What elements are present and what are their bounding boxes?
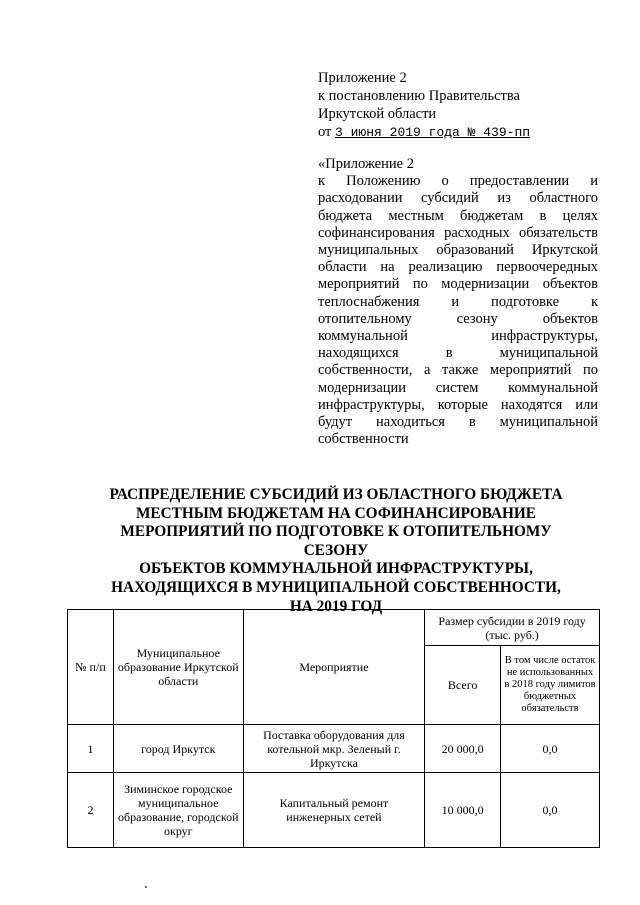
cell-total: 20 000,0 xyxy=(425,725,501,773)
document-title xyxy=(90,486,582,616)
appendix-region-line: Иркутской области xyxy=(318,106,437,122)
appendix-title: Приложение 2 xyxy=(318,70,407,86)
date-prefix: от xyxy=(318,124,332,140)
regulation-appendix-body: к Положению о предоставлении и расходовании субсидий из областного бюджета местным бюджетам в целях софинансирования расходных обязательств муниципальных образований Иркутской области на реализацию первоочередных мероприятий по модернизации объектов теплоснабжения и подготовке к отопительному сезону объектов коммунальной инфраструктуры, находящихся в муниципальной собственности, а также мероприятий по модернизации систем коммунальной инфраструктуры, которые находятся или будут находиться в муниципальной собственности xyxy=(318,173,598,448)
cell-activity: Капитальный ремонт инженерных сетей xyxy=(243,773,425,848)
header-remainder: В том числе остаток не использованных в 2018 году лимитов бюджетных обязательств xyxy=(501,646,600,725)
appendix-date-line xyxy=(318,123,598,142)
cell-municipality: Зиминское городское муниципальное образование, городской округ xyxy=(113,773,243,848)
regulation-appendix-title: «Приложение 2 xyxy=(318,156,414,172)
title-line: МЕРОПРИЯТИЙ ПО ПОДГОТОВКЕ К ОТОПИТЕЛЬНОМУ СЕЗОНУ xyxy=(120,523,552,559)
header-total: Всего xyxy=(425,646,501,725)
cell-remainder: 0,0 xyxy=(501,725,600,773)
title-line: НА 2019 ГОД xyxy=(289,597,383,615)
cell-num: 1 xyxy=(68,725,114,773)
header-num: № п/п xyxy=(68,610,114,725)
header-municipality: Муниципальное образование Иркутской области xyxy=(113,610,243,725)
cell-total: 10 000,0 xyxy=(425,773,501,848)
subsidy-table xyxy=(67,609,600,848)
cell-activity: Поставка оборудования для котельной мкр. Зеленый г. Иркутска xyxy=(243,725,425,773)
cell-municipality: город Иркутск xyxy=(113,725,243,773)
scan-speck xyxy=(145,886,147,888)
table-row xyxy=(68,725,600,773)
header-subsidy-group: Размер субсидии в 2019 году (тыс. руб.) xyxy=(425,610,600,646)
title-line: НАХОДЯЩИХСЯ В МУНИЦИПАЛЬНОЙ СОБСТВЕННОСТИ, xyxy=(111,578,561,596)
cell-num: 2 xyxy=(68,773,114,848)
appendix-resolution-line: к постановлению Правительства xyxy=(318,88,520,104)
header-activity: Мероприятие xyxy=(243,610,425,725)
title-line: РАСПРЕДЕЛЕНИЕ СУБСИДИЙ ИЗ ОБЛАСТНОГО БЮДЖЕТА xyxy=(109,486,563,503)
resolution-date-number: 3 июня 2019 года № 439-пп xyxy=(335,125,531,140)
title-line: МЕСТНЫМ БЮДЖЕТАМ НА СОФИНАНСИРОВАНИЕ xyxy=(135,504,537,522)
title-line: ОБЪЕКТОВ КОММУНАЛЬНОЙ ИНФРАСТРУКТУРЫ, xyxy=(139,560,533,578)
regulation-appendix xyxy=(318,156,598,448)
appendix-header xyxy=(318,69,598,142)
cell-remainder: 0,0 xyxy=(501,773,600,848)
table-row xyxy=(68,773,600,848)
